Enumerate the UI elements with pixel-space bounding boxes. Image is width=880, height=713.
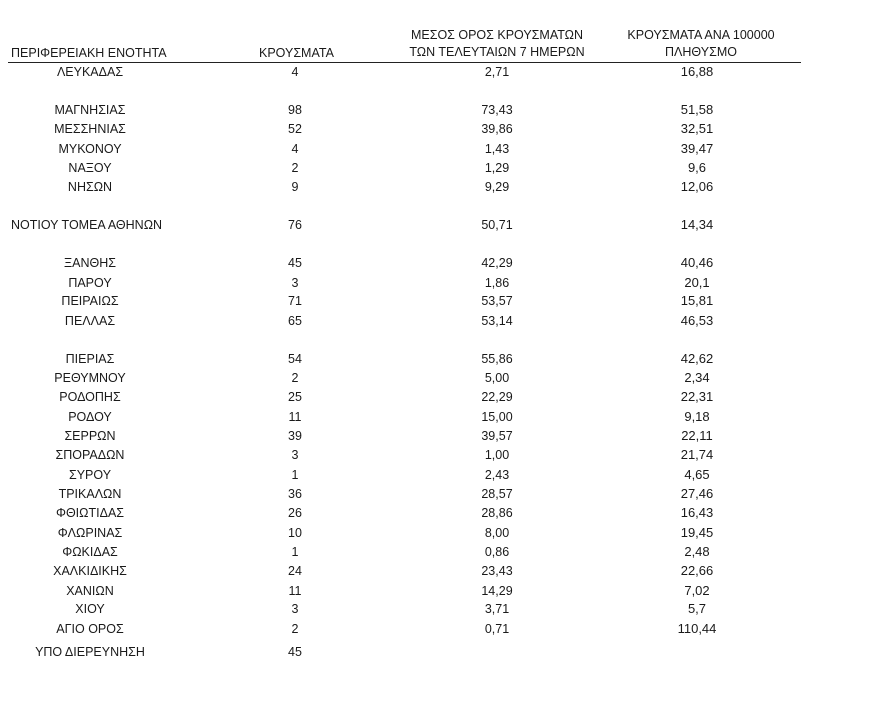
table-row (0, 408, 880, 426)
cases-cell: 9 (291, 180, 299, 194)
per-100000-cell: 21,74 (680, 447, 714, 462)
table-row (0, 312, 880, 330)
table-row (0, 562, 880, 580)
per-100000-cell: 27,46 (680, 486, 714, 501)
average-cell: 9,29 (484, 180, 510, 194)
per-100000-cell: 46,53 (680, 313, 714, 328)
region-cell: ΠΕΙΡΑΙΩΣ (61, 294, 119, 308)
cases-cell: 24 (288, 564, 302, 578)
cases-cell: 39 (288, 429, 302, 443)
average-cell: 53,57 (481, 294, 513, 308)
average-cell: 2,43 (484, 468, 510, 482)
table-row (0, 524, 880, 542)
region-cell: ΦΩΚΙΔΑΣ (62, 545, 118, 559)
cases-cell: 10 (288, 526, 302, 540)
region-cell: ΝΟΤΙΟΥ ΤΟΜΕΑ ΑΘΗΝΩΝ (11, 218, 163, 232)
per-100000-cell: 2,34 (684, 370, 710, 385)
table-row (0, 120, 880, 138)
average-cell: 8,00 (484, 526, 510, 540)
average-cell: 28,57 (481, 487, 513, 501)
region-cell: ΦΘΙΩΤΙΔΑΣ (55, 506, 125, 520)
cases-cell: 4 (291, 142, 299, 156)
cases-cell: 2 (291, 161, 299, 175)
region-cell: ΡΟΔΟΥ (68, 410, 112, 424)
per-100000-cell: 20,1 (684, 275, 710, 290)
per-100000-cell: 4,65 (684, 467, 710, 482)
region-cell: ΣΠΟΡΑΔΩΝ (55, 448, 125, 462)
per-100000-cell: 39,47 (680, 141, 714, 156)
average-cell: 15,00 (481, 410, 513, 424)
table-row (0, 600, 880, 618)
region-cell: ΠΑΡΟΥ (68, 276, 112, 290)
table-row (0, 350, 880, 368)
per-100000-cell: 9,6 (687, 160, 707, 175)
per-100000-cell: 22,31 (680, 389, 714, 404)
cases-cell: 45 (288, 256, 302, 270)
region-cell: ΥΠΟ ΔΙΕΡΕΥΝΗΣΗ (35, 645, 145, 659)
region-cell: ΦΛΩΡΙΝΑΣ (57, 526, 123, 540)
header-average-line2: ΤΩΝ ΤΕΛΕΥΤΑΙΩΝ 7 ΗΜΕΡΩΝ (409, 45, 585, 59)
average-cell: 14,29 (481, 584, 513, 598)
region-cell: ΧΑΝΙΩΝ (66, 584, 114, 598)
average-cell: 1,86 (484, 276, 510, 290)
header-cases: ΚΡΟΥΣΜΑΤΑ (259, 46, 334, 60)
cases-cell: 3 (291, 448, 299, 462)
region-cell: ΑΓΙΟ ΟΡΟΣ (56, 622, 124, 636)
table-row (0, 427, 880, 445)
cases-cell: 11 (288, 584, 302, 598)
average-cell: 5,00 (484, 371, 510, 385)
average-cell: 2,71 (484, 65, 510, 79)
region-cell: ΣΕΡΡΩΝ (64, 429, 116, 443)
region-cell: ΜΥΚΟΝΟΥ (58, 142, 122, 156)
region-cell: ΧΑΛΚΙΔΙΚΗΣ (53, 564, 127, 578)
table-row (0, 388, 880, 406)
per-100000-cell: 51,58 (680, 102, 714, 117)
region-cell: ΡΟΔΟΠΗΣ (59, 390, 121, 404)
table-row (0, 274, 880, 292)
average-cell: 1,43 (484, 142, 510, 156)
per-100000-cell: 15,81 (680, 293, 714, 308)
table-row (0, 543, 880, 561)
region-cell: ΠΙΕΡΙΑΣ (65, 352, 115, 366)
cases-cell: 2 (291, 371, 299, 385)
region-cell: ΜΑΓΝΗΣΙΑΣ (54, 103, 126, 117)
header-per-100000 (612, 27, 790, 61)
table-row (0, 369, 880, 387)
header-per-line2: ΠΛΗΘΥΣΜΟ (665, 45, 737, 59)
per-100000-cell: 40,46 (680, 255, 714, 270)
region-cell: ΧΙΟΥ (75, 602, 105, 616)
region-cell: ΣΥΡΟΥ (68, 468, 112, 482)
cases-cell: 36 (288, 487, 302, 501)
per-100000-cell: 16,88 (680, 64, 714, 79)
table-row (0, 620, 880, 638)
average-cell: 23,43 (481, 564, 513, 578)
cases-cell: 65 (288, 314, 302, 328)
cases-cell: 26 (288, 506, 302, 520)
per-100000-cell: 110,44 (677, 621, 717, 636)
table-row (0, 466, 880, 484)
table-row (0, 504, 880, 522)
region-cell: ΝΑΞΟΥ (68, 161, 112, 175)
cases-cell: 71 (288, 294, 302, 308)
table-row (0, 159, 880, 177)
region-cell: ΜΕΣΣΗΝΙΑΣ (54, 122, 126, 136)
average-cell: 53,14 (481, 314, 513, 328)
region-cell: ΤΡΙΚΑΛΩΝ (58, 487, 122, 501)
per-100000-cell: 32,51 (680, 121, 714, 136)
average-cell: 22,29 (481, 390, 513, 404)
average-cell: 42,29 (481, 256, 513, 270)
per-100000-cell: 22,11 (681, 428, 713, 443)
region-cell: ΞΑΝΘΗΣ (64, 256, 116, 270)
table-row (0, 446, 880, 464)
average-cell: 1,00 (484, 448, 510, 462)
region-cell: ΡΕΘΥΜΝΟΥ (54, 371, 126, 385)
header-region: ΠΕΡΙΦΕΡΕΙΑΚΗ ΕΝΟΤΗΤΑ (11, 46, 167, 60)
cases-cell: 3 (291, 276, 299, 290)
header-per-line1: ΚΡΟΥΣΜΑΤΑ ΑΝΑ 100000 (627, 28, 775, 42)
average-cell: 3,71 (484, 602, 510, 616)
average-cell: 73,43 (481, 103, 513, 117)
cases-cell: 1 (291, 545, 299, 559)
table-row (0, 292, 880, 310)
cases-cell: 4 (291, 65, 299, 79)
average-cell: 39,86 (481, 122, 513, 136)
per-100000-cell: 19,45 (680, 525, 714, 540)
cases-cell: 52 (288, 122, 302, 136)
cases-cell: 25 (288, 390, 302, 404)
cases-cell: 11 (288, 410, 302, 424)
average-cell: 0,86 (484, 545, 510, 559)
per-100000-cell: 16,43 (680, 505, 714, 520)
per-100000-cell: 9,18 (684, 409, 710, 424)
per-100000-cell: 2,48 (684, 544, 710, 559)
table-row (0, 140, 880, 158)
table-row (0, 254, 880, 272)
cases-cell: 98 (288, 103, 302, 117)
region-cell: ΠΕΛΛΑΣ (64, 314, 116, 328)
table-row (0, 178, 880, 196)
average-cell: 28,86 (481, 506, 513, 520)
table-row (0, 63, 880, 81)
per-100000-cell: 14,34 (680, 217, 714, 232)
per-100000-cell: 42,62 (680, 351, 714, 366)
cases-cell: 3 (291, 602, 299, 616)
header-average-line1: ΜΕΣΟΣ ΟΡΟΣ ΚΡΟΥΣΜΑΤΩΝ (410, 28, 584, 42)
cases-cell: 76 (288, 218, 302, 232)
cases-cell: 2 (291, 622, 299, 636)
table-row (0, 216, 880, 234)
table-row (0, 643, 880, 661)
region-cell: ΝΗΣΩΝ (67, 180, 113, 194)
per-100000-cell: 12,06 (680, 179, 714, 194)
cases-cell: 54 (288, 352, 302, 366)
per-100000-cell: 22,66 (680, 563, 714, 578)
cases-cell: 1 (291, 468, 299, 482)
table-row (0, 101, 880, 119)
per-100000-cell: 7,02 (684, 583, 710, 598)
average-cell: 0,71 (484, 622, 510, 636)
table-row (0, 485, 880, 503)
average-cell: 50,71 (481, 218, 513, 232)
table-row (0, 582, 880, 600)
cases-cell: 45 (288, 645, 302, 659)
average-cell: 39,57 (481, 429, 513, 443)
per-100000-cell: 5,7 (687, 601, 707, 616)
average-cell: 55,86 (481, 352, 513, 366)
header-average (408, 27, 586, 61)
region-cell: ΛΕΥΚΑΔΑΣ (56, 65, 124, 79)
average-cell: 1,29 (484, 161, 510, 175)
